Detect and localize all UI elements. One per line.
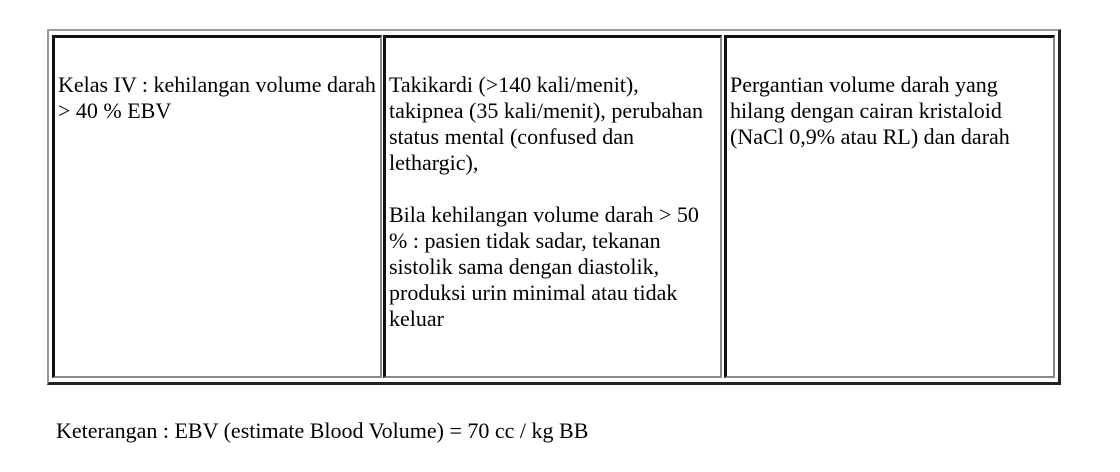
class-level-text: Kelas IV : kehilangan volume darah > 40 % EBV <box>58 72 376 123</box>
symptoms-text-severe: Bila kehilangan volume darah > 50 % : pasien tidak sadar, tekanan sistolik sama dengan diastolik, produksi urin minimal atau tidak keluar <box>389 202 699 331</box>
footnote: Keterangan : EBV (estimate Blood Volume) = 70 cc / kg BB <box>56 418 589 443</box>
symptoms-cell <box>383 35 722 378</box>
class-level-cell <box>52 35 382 378</box>
hemorrhage-class-table <box>47 29 1061 385</box>
treatment-text: Pergantian volume darah yang hilang dengan cairan kristaloid (NaCl 0,9% atau RL) dan darah <box>730 72 1010 149</box>
treatment-cell <box>724 35 1055 378</box>
symptoms-text-primary: Takikardi (>140 kali/menit), takipnea (35 kali/menit), perubahan status mental (confused dan lethargic), <box>389 72 703 175</box>
